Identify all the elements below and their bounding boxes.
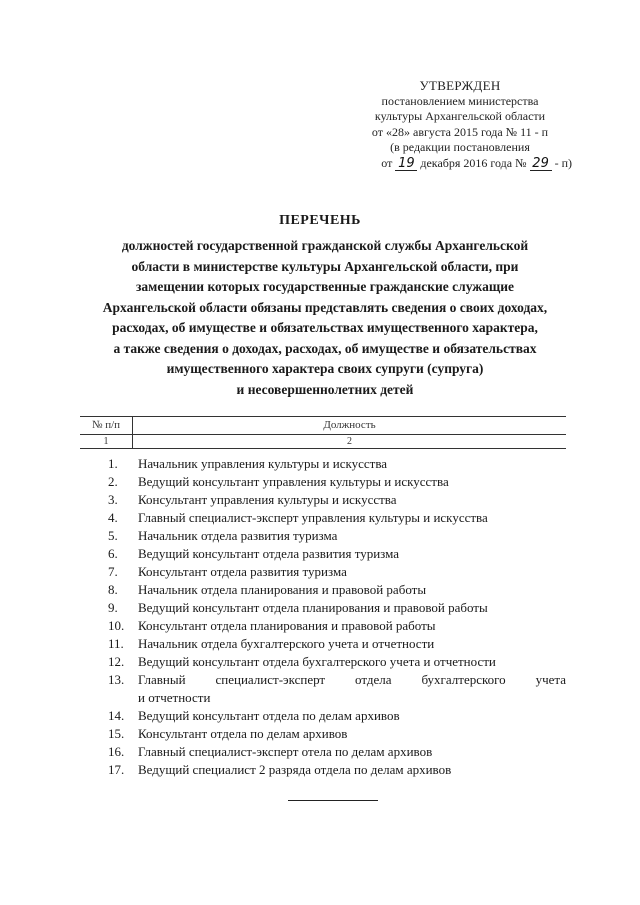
- item-text: Консультант отдела по делам архивов: [138, 726, 348, 741]
- subtitle-line: замещении которых государственные гражданские служащие: [135, 279, 515, 294]
- subtitle-line: имущественного характера своих супруги (супруга): [166, 361, 484, 376]
- item-number: 3.: [108, 492, 118, 507]
- positions-list: [100, 455, 566, 779]
- list-item: [100, 545, 566, 563]
- item-number: 13.: [108, 672, 125, 687]
- item-text: Главный специалист-эксперт отела по делам архивов: [138, 744, 433, 759]
- item-number: 6.: [108, 546, 118, 561]
- approval-month-year: декабря 2016 года №: [420, 155, 527, 170]
- item-text: Главный специалист-эксперт отдела бухгалтерского учета: [138, 672, 566, 687]
- item-text: Консультант отдела развития туризма: [138, 564, 347, 579]
- item-number: 12.: [108, 654, 125, 669]
- list-item: [100, 527, 566, 545]
- document-subtitle: [80, 236, 570, 400]
- column-index-number: 1: [80, 435, 133, 448]
- item-text: Ведущий консультант отдела бухгалтерского учета и отчетности: [138, 654, 496, 669]
- item-number: 17.: [108, 762, 125, 777]
- end-divider: [288, 800, 378, 801]
- subtitle-line: Архангельской области обязаны представлять сведения о своих доходах,: [102, 299, 548, 315]
- list-item: [100, 725, 566, 743]
- subtitle-line: должностей государственной гражданской службы Архангельской: [121, 238, 529, 253]
- item-number: 1.: [108, 456, 118, 471]
- list-item: [100, 653, 566, 671]
- handwritten-number: 29: [530, 157, 552, 171]
- item-text: Ведущий консультант отдела развития туризма: [138, 546, 400, 561]
- subtitle-line: расходах, об имуществе и обязательствах имущественного характера,: [112, 320, 538, 335]
- subtitle-line: и несовершеннолетних детей: [236, 381, 414, 397]
- list-item: [100, 599, 566, 617]
- handwritten-day: 19: [395, 157, 417, 171]
- list-item: [100, 761, 566, 779]
- item-number: 15.: [108, 726, 125, 741]
- item-text: Начальник отдела бухгалтерского учета и отчетности: [138, 636, 435, 651]
- item-text: Ведущий специалист 2 разряда отдела по делам архивов: [138, 762, 452, 777]
- approval-line: постановлением министерства: [381, 93, 539, 108]
- list-item: [100, 473, 566, 491]
- positions-table-header: [80, 416, 566, 449]
- subtitle-line: а также сведения о доходах, расходах, об имуществе и обязательствах: [113, 340, 537, 356]
- list-item: [100, 617, 566, 635]
- item-number: 9.: [108, 600, 118, 615]
- item-text: Главный специалист-эксперт управления культуры и искусства: [138, 510, 488, 525]
- document-title: ПЕРЕЧЕНЬ: [279, 213, 361, 228]
- table-index-row: [80, 435, 566, 449]
- item-text: Начальник отдела развития туризма: [138, 528, 338, 543]
- list-item: [100, 635, 566, 653]
- item-text: Консультант управления культуры и искусства: [138, 492, 397, 507]
- item-number: 16.: [108, 744, 125, 759]
- list-item: [100, 509, 566, 527]
- subtitle-line: области в министерстве культуры Архангельской области, при: [131, 258, 519, 274]
- item-text: Ведущий консультант управления культуры и искусства: [138, 474, 449, 489]
- item-number: 4.: [108, 510, 118, 525]
- list-item: [100, 671, 566, 689]
- approval-revision-line: [340, 156, 580, 172]
- list-item: [100, 743, 566, 761]
- item-number: 7.: [108, 564, 118, 579]
- list-item-continuation: и отчетности: [138, 690, 211, 705]
- approval-line: культуры Архангельской области: [374, 109, 546, 123]
- approval-from-prefix: от: [381, 155, 393, 170]
- column-index-position: 2: [347, 436, 352, 447]
- approval-line: от «28» августа 2015 года № 11 - п: [371, 124, 549, 139]
- list-item: [100, 563, 566, 581]
- item-text: Консультант отдела планирования и правовой работы: [138, 618, 436, 633]
- list-item: [100, 707, 566, 725]
- item-number: 5.: [108, 528, 118, 543]
- approval-stamp: [340, 78, 580, 171]
- item-number: 8.: [108, 582, 118, 597]
- list-item: [100, 455, 566, 473]
- item-number: 14.: [108, 708, 125, 723]
- item-number: 2.: [108, 474, 118, 489]
- list-item: [100, 581, 566, 599]
- list-item: [100, 491, 566, 509]
- item-text: Ведущий консультант отдела по делам архивов: [138, 708, 400, 723]
- table-header-row: [80, 417, 566, 435]
- item-number: 11.: [108, 636, 124, 651]
- column-header-number: № п/п: [80, 417, 133, 434]
- approval-line: (в редакции постановления: [390, 140, 530, 154]
- item-number: 10.: [108, 618, 125, 633]
- item-text: Начальник отдела планирования и правовой работы: [138, 582, 427, 597]
- item-text: Начальник управления культуры и искусства: [138, 456, 388, 471]
- approval-heading: УТВЕРЖДЕН: [419, 78, 501, 93]
- approval-suffix: - п): [554, 155, 572, 170]
- item-text: Ведущий консультант отдела планирования и правовой работы: [138, 600, 488, 615]
- column-header-position: Должность: [323, 419, 376, 431]
